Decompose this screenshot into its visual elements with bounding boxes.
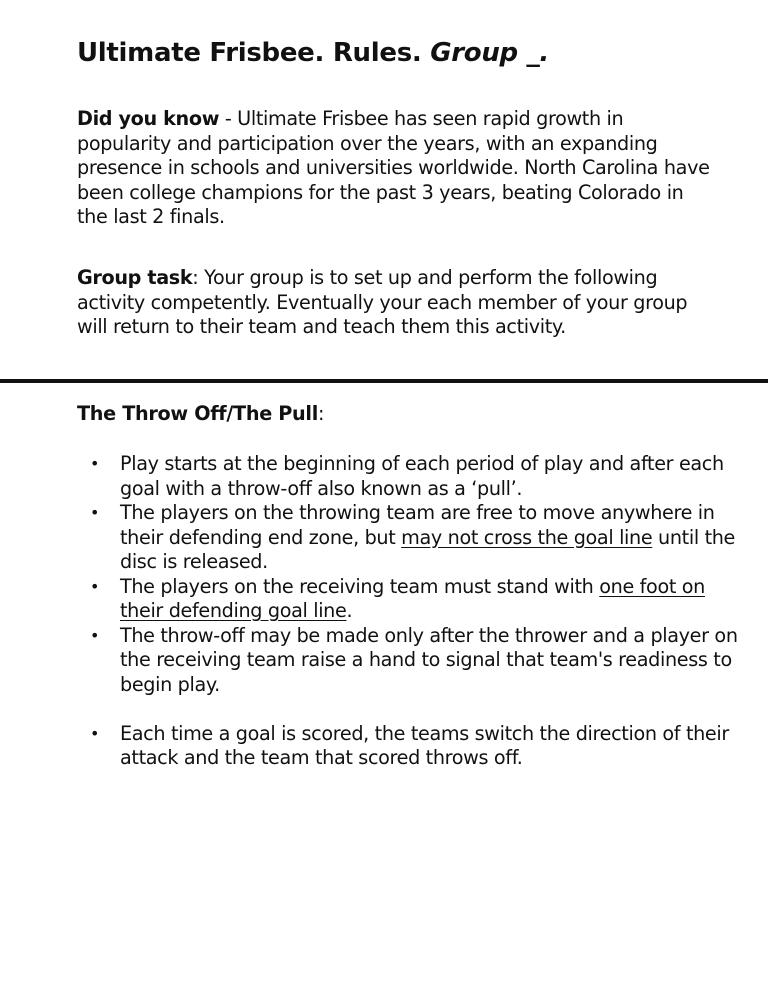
section-heading-text: The Throw Off/The Pull [77,402,318,425]
rule-item [90,623,740,698]
did-you-know-separator: - [219,107,238,130]
rule-text-underlined: may not cross the goal line [401,525,653,549]
rule-text-pre: The players on the throwing team are free to move anywhere in their defending end zone, but [120,501,715,549]
section-divider [0,379,768,383]
rule-text-post: until the disc is released. [120,525,736,573]
did-you-know-paragraph [77,107,717,230]
rule-item [90,574,740,624]
section-heading [77,402,324,425]
rule-text: The throw-off may be made only after the thrower and a player on the receiving team raise a hand to signal that team's readiness to begin play. [120,623,738,696]
rule-text-underlined: one foot on their defending goal line [120,574,705,622]
page-title [77,38,549,68]
group-task-label: Group task [77,266,193,289]
group-task-text: Your group is to set up and perform the following activity competently. Eventually your each member of your group will return to their team and teach them this activity. [77,266,688,338]
bullet-icon: • [90,723,100,743]
bullet-icon: • [90,454,100,473]
rule-item [90,501,740,575]
rule-text-post: . [346,599,353,622]
title-group: Group _. [430,38,549,68]
rule-text: Each time a goal is scored, the teams switch the direction of their attack and the team that scored throws off. [120,721,729,769]
bullet-icon: • [90,576,100,596]
did-you-know-text: Ultimate Frisbee has seen rapid growth in popularity and participation over the years, with an expanding presence in schools and universities worldwide. North Carolina have been college champions for the past 3 years, beating Colorado in the last 2 finals. [77,107,710,228]
group-task-paragraph [77,266,717,340]
group-task-separator: : [192,266,205,289]
rules-list [77,452,740,771]
section-heading-colon: : [317,402,325,425]
did-you-know-label: Did you know [77,107,220,130]
rule-text-pre: The players on the receiving team must stand with [120,574,600,598]
bullet-icon: • [90,503,100,522]
rule-item [90,452,740,501]
title-main: Ultimate Frisbee. Rules. [77,38,431,68]
rule-text: Play starts at the beginning of each period of play and after each goal with a throw-off also known as a ‘pull’. [120,452,724,500]
bullet-icon: • [90,625,100,645]
rule-item [90,721,740,771]
